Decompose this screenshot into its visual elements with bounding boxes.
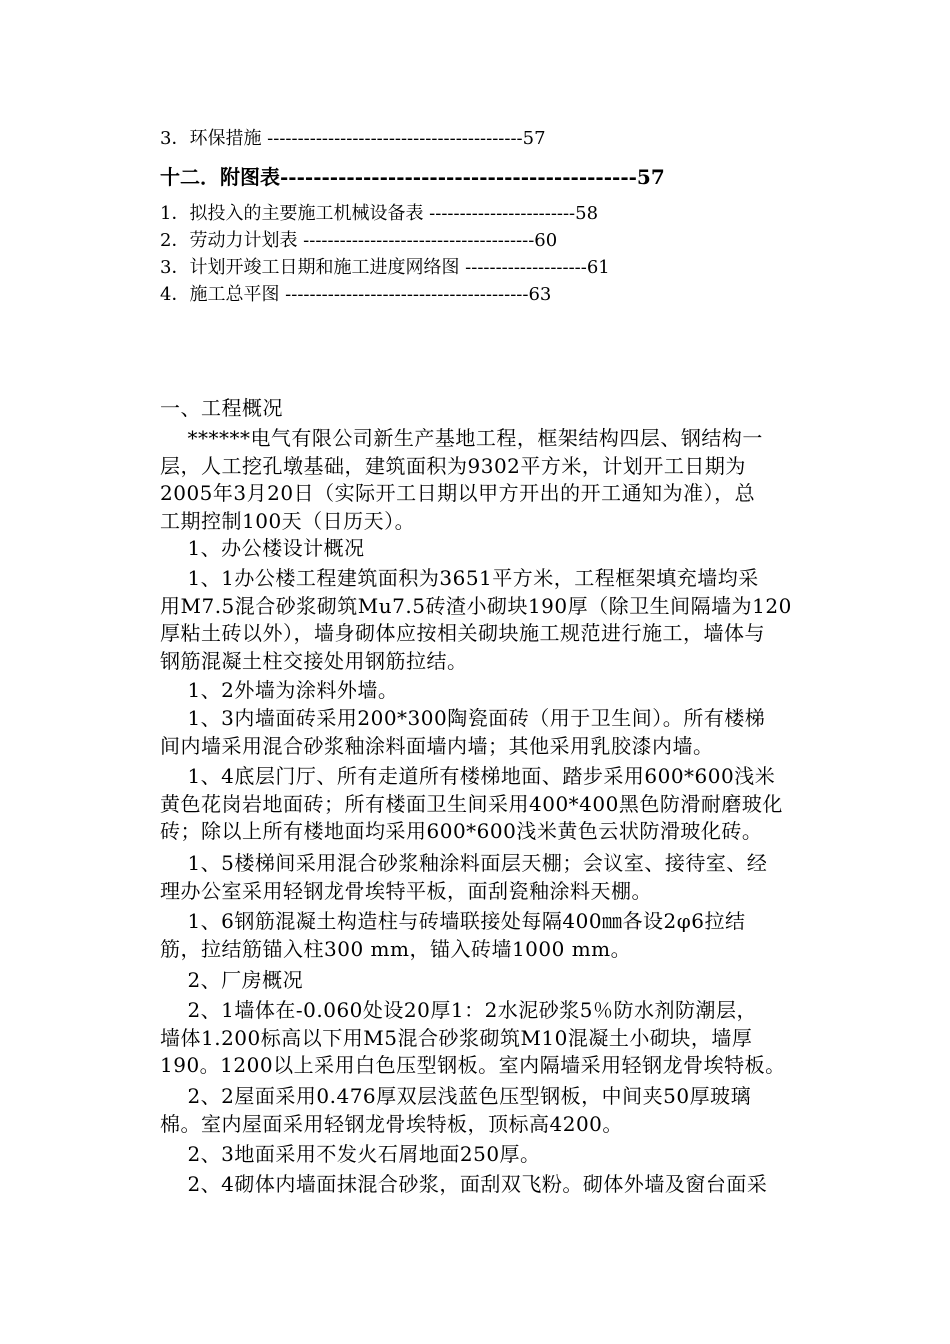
toc-item-machinery[interactable]: 1．拟投入的主要施工机械设备表 ------------------------58	[160, 203, 599, 224]
paragraph-2-2: 2、2屋面采用0.476厚双层浅蓝色压型钢板，中间夹50厚玻璃 棉。室内屋面采用轻钢龙骨埃特板，顶标高4200。	[160, 1084, 752, 1136]
toc-item-env[interactable]: 3．环保措施 ------------------------------------------57	[160, 128, 546, 149]
paragraph-2-3: 2、3地面采用不发火石屑地面250厚。	[160, 1142, 541, 1166]
paragraph-1-3: 1、3内墙面砖采用200*300陶瓷面砖（用于卫生间）。所有楼梯 间内墙采用混合砂浆釉涂料面墙内墙；其他采用乳胶漆内墙。	[160, 706, 766, 758]
subheading-office: 1、办公楼设计概况	[160, 536, 365, 560]
toc-item-schedule[interactable]: 3．计划开竣工日期和施工进度网络图 --------------------61	[160, 257, 610, 278]
toc-item-appendix[interactable]: 十二．附图表-------------------------------------------57	[160, 165, 665, 189]
subheading-factory: 2、厂房概况	[160, 968, 304, 992]
paragraph-2-1: 2、1墙体在-0.060处设20厚1：2水泥砂浆5％防水剂防潮层， 墙体1.200标高以下用M5混合砂浆砌筑M10混凝土小砌块，墙厚 190。1200以上采用白色压型钢板。室内隔墙采用轻钢龙骨埃特板。	[160, 998, 786, 1077]
paragraph-1-1: 1、1办公楼工程建筑面积为3651平方米，工程框架填充墙均采 用M7.5混合砂浆砌筑Mu7.5砖渣小砌块190厚（除卫生间隔墙为120 厚粘土砖以外），墙身砌体应按相关砌块施工规范进行施工，墙体与 钢筋混凝土柱交接处用钢筋拉结。	[160, 566, 792, 673]
toc-item-labor[interactable]: 2．劳动力计划表 --------------------------------------60	[160, 230, 558, 251]
toc-item-site-plan[interactable]: 4．施工总平图 ----------------------------------------63	[160, 284, 552, 305]
paragraph-1-2: 1、2外墙为涂料外墙。	[160, 678, 399, 702]
paragraph-1-6: 1、6钢筋混凝土构造柱与砖墙联接处每隔400㎜各设2φ6拉结 筋，拉结筋锚入柱300 mm，锚入砖墙1000 mm。	[160, 909, 746, 961]
paragraph-1-4: 1、4底层门厅、所有走道所有楼梯地面、踏步采用600*600浅米 黄色花岗岩地面砖；所有楼面卫生间采用400*400黑色防滑耐磨玻化 砖；除以上所有楼地面均采用600*600浅米黄色云状防滑玻化砖。	[160, 764, 783, 843]
section-heading: 一、工程概况	[160, 396, 283, 420]
paragraph-1-5: 1、5楼梯间采用混合砂浆釉涂料面层天棚；会议室、接待室、经 理办公室采用轻钢龙骨埃特平板，面刮瓷釉涂料天棚。	[160, 851, 768, 903]
paragraph-2-4: 2、4砌体内墙面抹混合砂浆，面刮双飞粉。砌体外墙及窗台面采	[160, 1172, 768, 1196]
paragraph-overview: ******电气有限公司新生产基地工程，框架结构四层、钢结构一 层，人工挖孔墩基础，建筑面积为9302平方米，计划开工日期为 2005年3月20日（实际开工日期以甲方开出的开工通知为准），总 工期控制100天（日历天）。	[160, 426, 763, 533]
